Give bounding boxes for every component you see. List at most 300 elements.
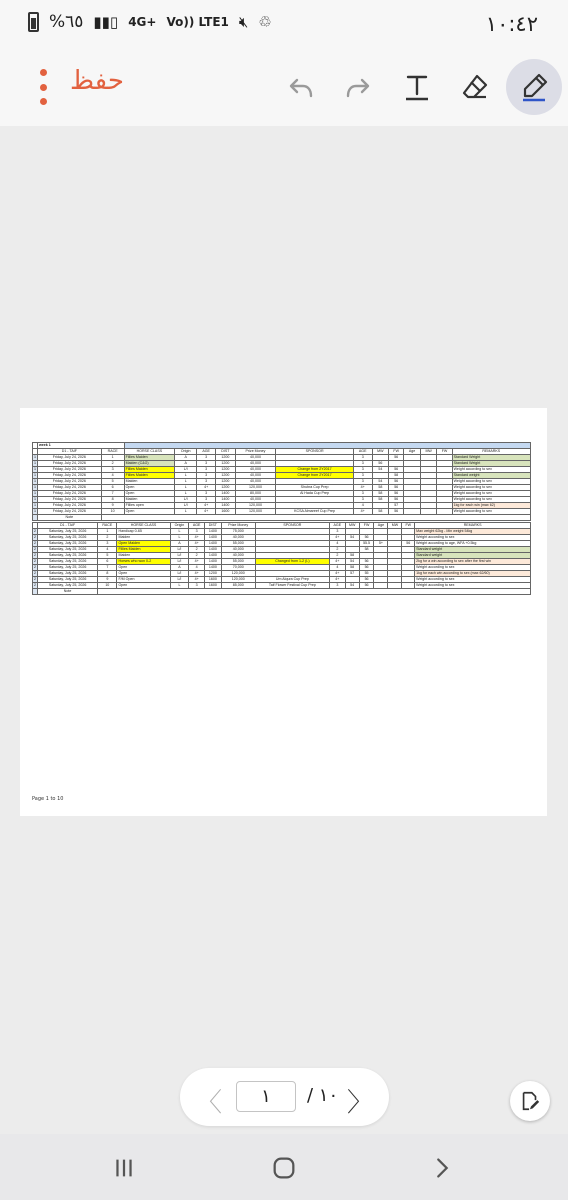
table-cell: Al Hada Cup Prep: [276, 491, 354, 497]
table-cell: L: [175, 491, 197, 497]
table-cell: 58: [372, 509, 389, 515]
table-cell: 56: [389, 509, 404, 515]
table-cell: L: [175, 473, 197, 479]
table-cell: 56: [389, 497, 404, 503]
table-cell: Friday, July 24, 2026: [38, 491, 102, 497]
table-cell: 3: [353, 455, 372, 461]
table-cell: 1200: [205, 571, 222, 577]
table-cell: L: [175, 479, 197, 485]
table-cell: Maiden: [117, 553, 170, 559]
table-cell: Changed from 1-2 (L): [255, 559, 329, 565]
table-cell: Um Alqura Cup Prep: [255, 577, 329, 583]
pen-icon: [519, 72, 549, 102]
table-cell: 3: [197, 461, 216, 467]
table-cell: 4+: [189, 535, 205, 541]
column-header: Prize Money: [235, 449, 276, 455]
table-cell: 2: [34, 535, 36, 539]
table-cell: Weight according to sex: [415, 577, 531, 583]
table-cell: Weight according to sex: [415, 565, 531, 571]
table-cell: 56: [389, 485, 404, 491]
table-cell: L/I: [175, 467, 197, 473]
page-footer: Page 1 to 10: [32, 796, 64, 802]
table-cell: Change from 2Y2017: [276, 467, 354, 473]
table-cell: 56: [359, 583, 374, 589]
clock: ١٠:٤٢: [485, 12, 538, 36]
status-bar: [0, 0, 568, 48]
table-cell: 56: [389, 479, 404, 485]
table-cell: 4+: [329, 571, 345, 577]
table-cell: 1600: [215, 509, 235, 515]
table-cell: 56: [372, 461, 389, 467]
table-cell: 85,000: [221, 583, 255, 589]
signal-icon: ▮▮▯: [93, 13, 119, 31]
table-cell: L: [175, 485, 197, 491]
table-cell: 54: [345, 583, 359, 589]
table-cell: L: [170, 583, 189, 589]
table-cell: 9: [101, 503, 124, 509]
table-cell: 1: [34, 491, 36, 495]
table-cell: Horses who won 0-2: [117, 559, 170, 565]
table-cell: A: [175, 455, 197, 461]
column-header: DIST: [215, 449, 235, 455]
document-canvas[interactable]: [0, 126, 568, 1134]
schedule-table-week1: [32, 442, 531, 521]
column-header: FW: [437, 449, 452, 455]
table-cell: 3: [353, 461, 372, 467]
table-cell: KCSA Almareef Cup Prep: [276, 509, 354, 515]
edit-pen-icon: [519, 1090, 541, 1112]
table-cell: 3: [197, 467, 216, 473]
back-button[interactable]: [422, 1148, 462, 1188]
table-cell: 2: [34, 559, 36, 563]
table-cell: Saturday, July 25, 2026: [38, 571, 98, 577]
column-header: DIST: [205, 523, 222, 529]
table-cell: 4+: [353, 485, 372, 491]
table-cell: Weight according to sex: [452, 491, 530, 497]
table-cell: 2: [189, 553, 205, 559]
column-header: HORSE CLASS: [117, 523, 170, 529]
table-cell: 1200: [215, 461, 235, 467]
table-cell: 10: [101, 509, 124, 515]
table-cell: 2: [189, 547, 205, 553]
table-cell: L/I: [175, 497, 197, 503]
table-cell: 56: [389, 455, 404, 461]
table-cell: Fillies Maiden: [124, 473, 174, 479]
table-cell: 1400: [205, 565, 222, 571]
battery-icon: [28, 12, 39, 32]
table-cell: 6: [98, 559, 117, 565]
table-cell: A: [170, 541, 189, 547]
table-cell: 2kg for a win according to sex after the first win: [415, 559, 531, 565]
edit-document-button[interactable]: [510, 1081, 550, 1121]
week-title: week 1: [38, 443, 125, 449]
pen-tool-button[interactable]: [506, 59, 562, 115]
table-cell: 1600: [205, 583, 222, 589]
table-cell: 2: [329, 547, 345, 553]
table-cell: 1: [34, 467, 36, 471]
table-cell: Saturday, July 25, 2026: [38, 535, 98, 541]
table-cell: 1400: [215, 503, 235, 509]
table-cell: Standard weight: [452, 473, 530, 479]
column-header: Origin: [170, 523, 189, 529]
table-cell: 56: [402, 541, 415, 547]
table-cell: Friday, July 24, 2026: [38, 503, 102, 509]
table-cell: 4+: [197, 503, 216, 509]
column-header: AGE: [353, 449, 372, 455]
table-cell: 1400: [205, 541, 222, 547]
chevron-right-icon: [428, 1154, 456, 1182]
document-page[interactable]: [20, 408, 547, 816]
table-cell: L: [175, 509, 197, 515]
table-cell: Friday, July 24, 2026: [38, 467, 102, 473]
table-cell: 56: [359, 535, 374, 541]
table-cell: L: [170, 529, 189, 535]
redo-icon: [343, 72, 373, 102]
table-cell: 4+: [197, 485, 216, 491]
table-cell: Saturday, July 25, 2026: [38, 577, 98, 583]
column-header: AGE: [189, 523, 205, 529]
table-row: [33, 559, 531, 565]
table-cell: 4+: [189, 577, 205, 583]
table-cell: 3: [189, 529, 205, 535]
table-cell: 40,000: [235, 461, 276, 467]
table-cell: 3: [98, 541, 117, 547]
table-cell: L/I: [170, 571, 189, 577]
table-cell: 1200: [215, 473, 235, 479]
table-cell: 54: [345, 559, 359, 565]
table-cell: 3: [353, 491, 372, 497]
table-cell: 2: [34, 541, 36, 545]
table-cell: 4+: [197, 509, 216, 515]
recents-icon: [110, 1154, 138, 1182]
table-cell: 56: [389, 467, 404, 473]
table-cell: Weight according to sex: [415, 535, 531, 541]
table-cell: 8: [98, 571, 117, 577]
note-row: [33, 515, 531, 521]
text-icon: [402, 72, 432, 102]
table-cell: Open: [117, 565, 170, 571]
table-cell: Max weight 62kg - Min weight 54kg: [415, 529, 531, 535]
table-cell: Maiden: [124, 479, 174, 485]
next-page-button[interactable]: 〉: [346, 1088, 373, 1118]
schedule-table-day2: [32, 522, 531, 595]
table-cell: 40,000: [235, 497, 276, 503]
table-cell: 3: [197, 479, 216, 485]
column-header: SPONSOR: [276, 449, 354, 455]
table-cell: 120,000: [235, 509, 276, 515]
table-cell: 1: [34, 497, 36, 501]
table-cell: 55.5: [359, 541, 374, 547]
table-cell: 55,000: [221, 541, 255, 547]
column-header: Age: [374, 523, 388, 529]
table-cell: 3: [101, 467, 124, 473]
note-row: [33, 589, 531, 595]
page-total: / ١٠: [307, 1085, 339, 1106]
table-cell: 2: [34, 571, 36, 575]
table-cell: Friday, July 24, 2026: [38, 461, 102, 467]
table-cell: 2: [34, 553, 36, 557]
column-header: Age: [404, 449, 421, 455]
table-cell: 58: [345, 553, 359, 559]
column-header: REMARKS: [452, 449, 530, 455]
table-cell: 1: [34, 479, 36, 483]
table-cell: Open: [117, 571, 170, 577]
table-cell: L/I: [170, 547, 189, 553]
table-cell: 1400: [205, 547, 222, 553]
table-cell: 7: [101, 491, 124, 497]
table-cell: Open: [124, 509, 174, 515]
table-cell: 5: [98, 553, 117, 559]
table-cell: 1: [101, 455, 124, 461]
blank-cell: [101, 515, 530, 521]
table-cell: Weight according to sex: [415, 583, 531, 589]
table-cell: Maiden: [124, 497, 174, 503]
note-label: Note: [38, 589, 98, 595]
table-cell: Taif Flower Festival Cup Prep: [255, 583, 329, 589]
table-cell: 120,000: [235, 485, 276, 491]
table-cell: 3: [329, 529, 345, 535]
table-cell: 1kg for each win according to sex (max 62/60): [415, 571, 531, 577]
table-cell: 56: [359, 565, 374, 571]
editor-toolbar: [0, 48, 568, 126]
table-cell: 1400: [205, 529, 222, 535]
more-options-icon[interactable]: [36, 69, 50, 105]
table-cell: Maiden (C&G): [124, 461, 174, 467]
table-cell: 1200: [215, 467, 235, 473]
table-cell: 4+: [329, 559, 345, 565]
table-cell: 4+: [189, 571, 205, 577]
table-cell: 57: [389, 503, 404, 509]
table-cell: 2: [34, 565, 36, 569]
table-cell: 4+: [189, 541, 205, 547]
table-cell: 55: [359, 571, 374, 577]
table-cell: 57: [345, 571, 359, 577]
table-cell: 2: [98, 535, 117, 541]
save-button[interactable]: حفظ: [70, 66, 124, 96]
column-header: HORSE CLASS: [124, 449, 174, 455]
table-cell: 4: [329, 565, 345, 571]
table-cell: 2: [34, 529, 36, 533]
table-cell: 2: [101, 461, 124, 467]
table-cell: Friday, July 24, 2026: [38, 509, 102, 515]
table-cell: 40,000: [235, 473, 276, 479]
table-cell: 1200: [215, 479, 235, 485]
table-cell: Handicap 0-65: [117, 529, 170, 535]
table-cell: 6: [101, 485, 124, 491]
table-cell: 3: [353, 467, 372, 473]
table-cell: Open: [124, 485, 174, 491]
table-cell: Open: [117, 583, 170, 589]
table-cell: 58: [372, 497, 389, 503]
table-cell: 3: [329, 583, 345, 589]
table-cell: Change from 2Y2017: [276, 473, 354, 479]
table-cell: 120,000: [235, 503, 276, 509]
table-cell: Saturday, July 25, 2026: [38, 565, 98, 571]
table-cell: 54: [372, 479, 389, 485]
status-icons: [28, 12, 272, 32]
table-cell: Maiden: [117, 535, 170, 541]
table-cell: 4: [353, 503, 372, 509]
table-cell: 58: [345, 565, 359, 571]
table-cell: 75,000: [221, 529, 255, 535]
table-cell: Fillies Maiden: [117, 547, 170, 553]
table-cell: Weight according to sex: [452, 467, 530, 473]
table-cell: 5+: [374, 541, 388, 547]
table-cell: 1: [98, 529, 117, 535]
blank-cell: [98, 589, 531, 595]
home-button[interactable]: [264, 1148, 304, 1188]
prev-page-button[interactable]: 〈: [196, 1088, 223, 1118]
table-cell: Friday, July 24, 2026: [38, 455, 102, 461]
table-cell: Friday, July 24, 2026: [38, 479, 102, 485]
table-cell: L/I: [170, 559, 189, 565]
table-cell: 3: [197, 491, 216, 497]
column-header: FW: [359, 523, 374, 529]
table-cell: 40,000: [221, 547, 255, 553]
network-type: 4G+: [128, 14, 157, 29]
lte-indicator: Vo)) LTE1: [166, 14, 229, 29]
table-cell: 1600: [205, 577, 222, 583]
table-cell: 4+: [329, 577, 345, 583]
table-cell: 2: [34, 547, 36, 551]
table-cell: L: [170, 535, 189, 541]
table-cell: Saturday, July 25, 2026: [38, 583, 98, 589]
table-cell: Saturday, July 25, 2026: [38, 529, 98, 535]
table-cell: 80,000: [235, 491, 276, 497]
table-cell: Fillies Maiden: [124, 455, 174, 461]
table-cell: 1: [34, 503, 36, 507]
table-cell: 54: [372, 467, 389, 473]
table-cell: 40,000: [221, 553, 255, 559]
table-cell: F/M Open: [117, 577, 170, 583]
table-cell: 1: [34, 461, 36, 465]
table-cell: 3: [353, 479, 372, 485]
table-cell: 58: [359, 547, 374, 553]
table-cell: Weight according to age, WFA +0.5kg: [415, 541, 531, 547]
table-cell: Weight according to sex: [452, 497, 530, 503]
column-header: Origin: [175, 449, 197, 455]
column-header: MW: [372, 449, 389, 455]
table-cell: 4+: [189, 559, 205, 565]
table-cell: Saturday, July 25, 2026: [38, 559, 98, 565]
table-cell: Standard weight: [415, 553, 531, 559]
column-header: SPONSOR: [255, 523, 329, 529]
table-cell: 3: [197, 473, 216, 479]
table-cell: 1400: [215, 491, 235, 497]
table-cell: 3: [197, 497, 216, 503]
column-header: AGE: [329, 523, 345, 529]
page-navigator: [180, 1068, 389, 1126]
recycle-icon: ♲: [258, 13, 272, 31]
table-cell: 9: [98, 577, 117, 583]
table-cell: 1200: [215, 455, 235, 461]
table-cell: Open: [124, 491, 174, 497]
system-navigation-bar: [0, 1134, 568, 1200]
column-header: REMARKS: [415, 523, 531, 529]
table-cell: 1400: [205, 559, 222, 565]
table-cell: A: [170, 565, 189, 571]
table-cell: 56: [359, 559, 374, 565]
table-cell: 1400: [205, 535, 222, 541]
column-header: D1 - TAIF: [38, 449, 102, 455]
note-label: Note: [38, 515, 102, 521]
table-cell: 56: [389, 491, 404, 497]
table-cell: 1: [34, 485, 36, 489]
table-cell: Fillies Maiden: [124, 467, 174, 473]
table-cell: L/I: [175, 503, 197, 509]
table-cell: 120,000: [221, 577, 255, 583]
column-header: MW: [345, 523, 359, 529]
eraser-tool-button[interactable]: [454, 66, 496, 108]
table-cell: 4: [101, 473, 124, 479]
table-cell: 8: [101, 497, 124, 503]
table-cell: Shubra Cup Prep: [276, 485, 354, 491]
table-cell: 4: [98, 547, 117, 553]
table-cell: 40,000: [221, 535, 255, 541]
table-cell: 1kg for each win (max 62): [452, 503, 530, 509]
mute-icon: 🔇︎: [238, 13, 249, 31]
table-cell: 3: [189, 583, 205, 589]
eraser-icon: [460, 72, 490, 102]
table-cell: 4+: [353, 509, 372, 515]
table-cell: Standard Weight: [452, 455, 530, 461]
table-cell: 1: [34, 455, 36, 459]
table-cell: Friday, July 24, 2026: [38, 473, 102, 479]
table-cell: 3: [197, 455, 216, 461]
table-cell: Saturday, July 25, 2026: [38, 553, 98, 559]
battery-level: %٦٥: [49, 12, 84, 32]
table-cell: 1400: [205, 553, 222, 559]
column-header: RACE: [98, 523, 117, 529]
table-cell: 56: [359, 577, 374, 583]
table-cell: 40,000: [235, 467, 276, 473]
table-cell: A: [175, 461, 197, 467]
table-cell: Friday, July 24, 2026: [38, 497, 102, 503]
table-cell: 55,000: [221, 559, 255, 565]
table-cell: 4: [329, 541, 345, 547]
redo-button[interactable]: [337, 66, 379, 108]
table-cell: 1200: [215, 485, 235, 491]
table-cell: 10: [98, 583, 117, 589]
column-header: FW: [402, 523, 415, 529]
table-cell: 2: [34, 583, 36, 587]
recent-apps-button[interactable]: [104, 1148, 144, 1188]
home-icon: [270, 1154, 298, 1182]
table-cell: 120,000: [221, 571, 255, 577]
table-cell: 1400: [215, 497, 235, 503]
table-cell: 1: [34, 473, 36, 477]
table-cell: Standard Weight: [452, 461, 530, 467]
table-cell: Weight according to sex: [452, 479, 530, 485]
table-cell: Weight according to sex: [452, 509, 530, 515]
column-header: AGE: [197, 449, 216, 455]
table-cell: 3: [353, 473, 372, 479]
page-number-input[interactable]: ١: [236, 1081, 296, 1112]
column-header: Prize Money: [221, 523, 255, 529]
table-cell: Open Maiden: [117, 541, 170, 547]
table-cell: 58: [372, 491, 389, 497]
column-header: MW: [388, 523, 402, 529]
text-tool-button[interactable]: [396, 66, 438, 108]
column-header: FW: [389, 449, 404, 455]
table-cell: 5: [101, 479, 124, 485]
table-cell: 58: [372, 485, 389, 491]
table-cell: 40,000: [235, 455, 276, 461]
undo-button[interactable]: [280, 66, 322, 108]
table-cell: L/I: [170, 577, 189, 583]
table-cell: 1: [34, 509, 36, 513]
table-cell: Friday, July 24, 2026: [38, 485, 102, 491]
